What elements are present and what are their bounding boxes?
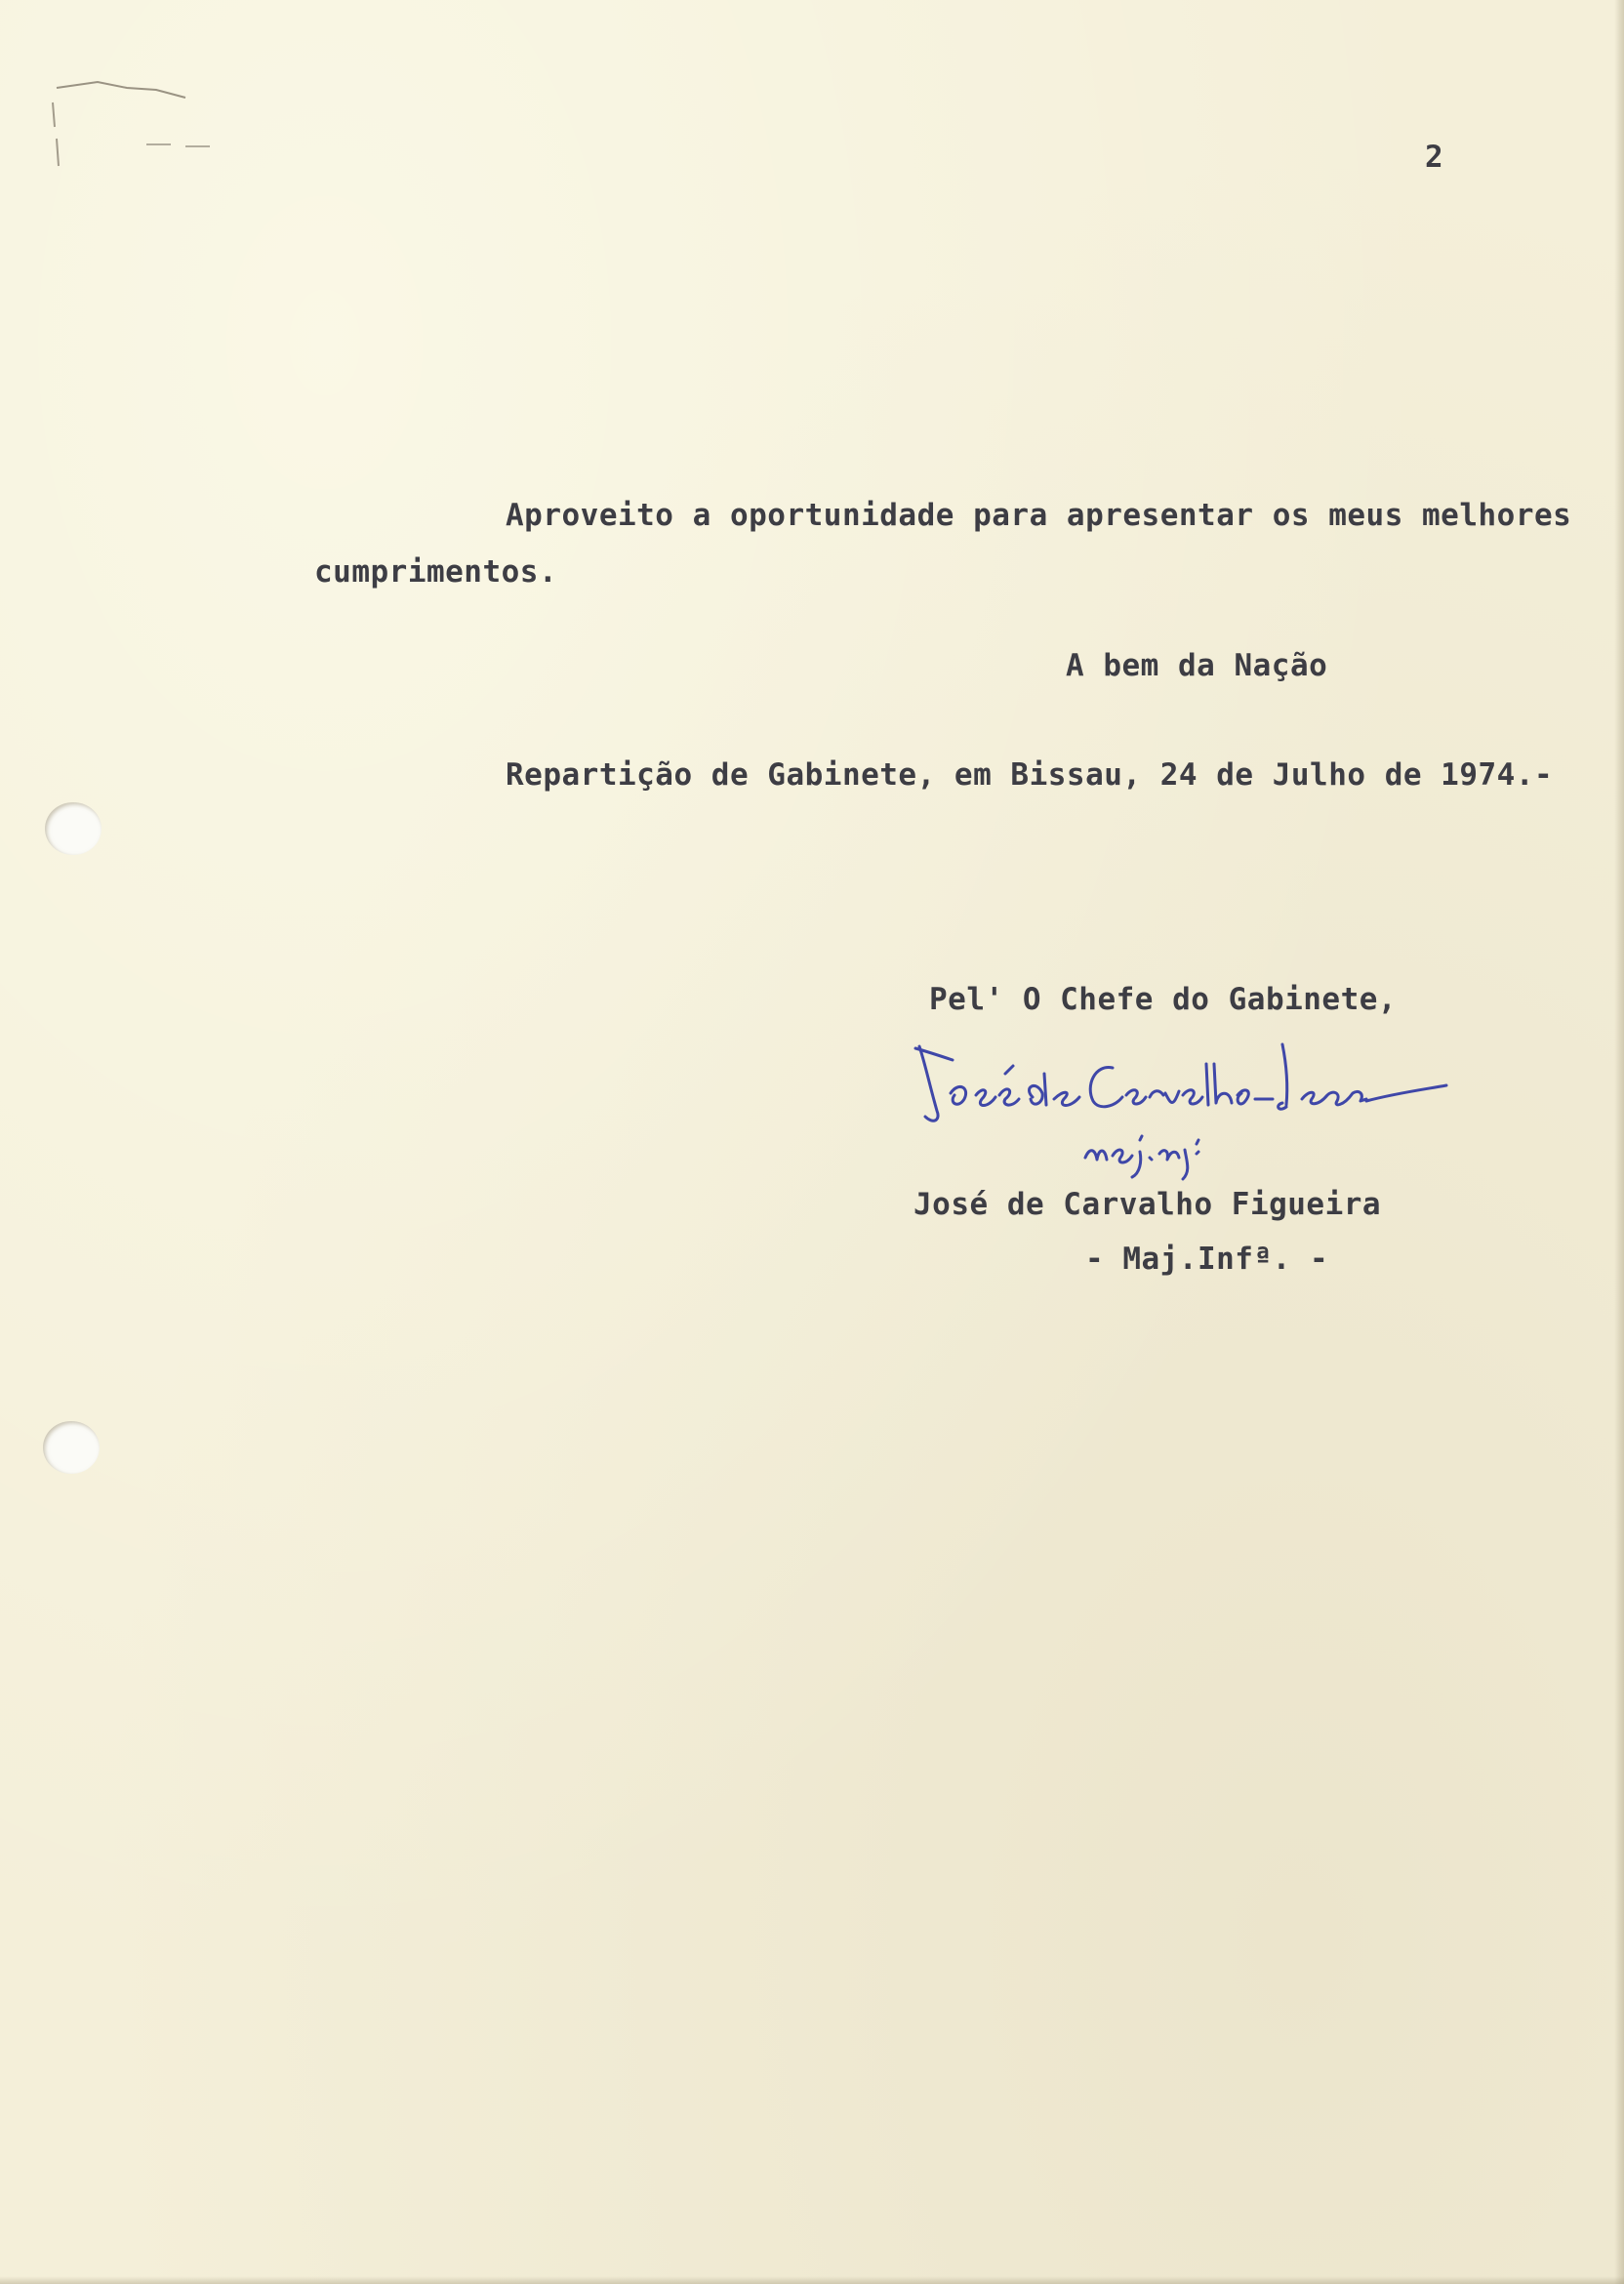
signer-rank: - Maj.Infª. -	[1085, 1242, 1329, 1277]
signatory-office: Pel' O Chefe do Gabinete,	[929, 982, 1398, 1017]
paragraph-line-2: cumprimentos.	[314, 554, 558, 590]
place-and-date: Repartição de Gabinete, em Bissau, 24 de Julho de 1974.-	[506, 757, 1554, 793]
page-edge-shadow	[1614, 0, 1624, 2284]
page-bottom-shadow	[0, 2276, 1624, 2284]
closing-salutation: A bem da Nação	[1066, 648, 1328, 683]
page-number: 2	[1425, 140, 1444, 175]
paragraph-line-1: Aproveito a oportunidade para apresentar os meus melhores	[506, 498, 1572, 533]
signer-name: José de Carvalho Figueira	[914, 1187, 1382, 1222]
punch-hole-top	[45, 802, 102, 855]
punch-hole-bottom	[43, 1421, 100, 1474]
handwritten-signature	[908, 1035, 1454, 1181]
corner-stain-mark	[39, 68, 234, 176]
